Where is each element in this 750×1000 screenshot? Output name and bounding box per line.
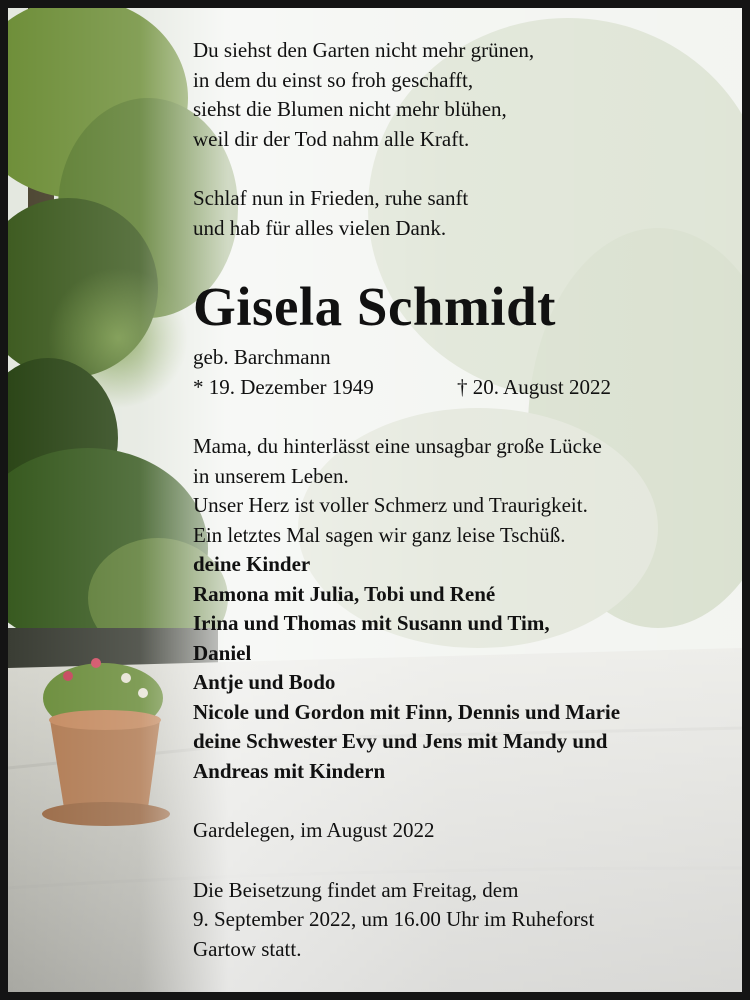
poem-line: und hab für alles vielen Dank. [193, 215, 447, 240]
mourner-line: Nicole und Gordon mit Finn, Dennis und Marie [193, 699, 621, 724]
mourners-list [193, 550, 733, 786]
farewell-message [193, 432, 733, 550]
poem-line: siehst die Blumen nicht mehr blühen, [193, 97, 507, 121]
message-line: Mama, du hinterlässt eine unsagbar große Lücke [193, 434, 602, 458]
mourner-line: Ramona mit Julia, Tobi und René [193, 581, 496, 606]
poem-line: weil dir der Tod nahm alle Kraft. [193, 126, 470, 151]
obituary-text [193, 36, 733, 964]
funeral-info [193, 876, 733, 965]
message-line: Ein letztes Mal sagen wir ganz leise Tschüß. [193, 522, 566, 547]
mourner-line: Irina und Thomas mit Susann und Tim, [193, 611, 550, 635]
mourner-line: Daniel [193, 640, 252, 665]
mourner-line: Antje und Bodo [193, 670, 336, 694]
place-date: Gardelegen, im August 2022 [193, 818, 435, 842]
poem-line: in dem du einst so froh geschafft, [193, 67, 474, 92]
mourner-line: Andreas mit Kindern [193, 758, 386, 783]
poem-line: Du siehst den Garten nicht mehr grünen, [193, 38, 535, 62]
poem-line: Schlaf nun in Frieden, ruhe sanft [193, 186, 469, 210]
funeral-line: Gartow statt. [193, 936, 302, 961]
funeral-line: Die Beisetzung findet am Freitag, dem [193, 877, 519, 902]
birth-date: * 19. Dezember 1949 [193, 374, 374, 399]
poem [193, 36, 733, 154]
death-date: † 20. August 2022 [457, 374, 612, 399]
funeral-line: 9. September 2022, um 16.00 Uhr im Ruheforst [193, 907, 595, 931]
poem-closing [193, 184, 733, 243]
maiden-name: geb. Barchmann [193, 345, 331, 369]
mourner-line: deine Kinder [193, 552, 311, 576]
message-line: Unser Herz ist voller Schmerz und Traurigkeit. [193, 493, 588, 517]
mourner-line: deine Schwester Evy und Jens mit Mandy und [193, 729, 608, 753]
life-dates [193, 373, 733, 403]
deceased-name: Gisela Schmidt [193, 276, 556, 337]
message-line: in unserem Leben. [193, 463, 349, 488]
